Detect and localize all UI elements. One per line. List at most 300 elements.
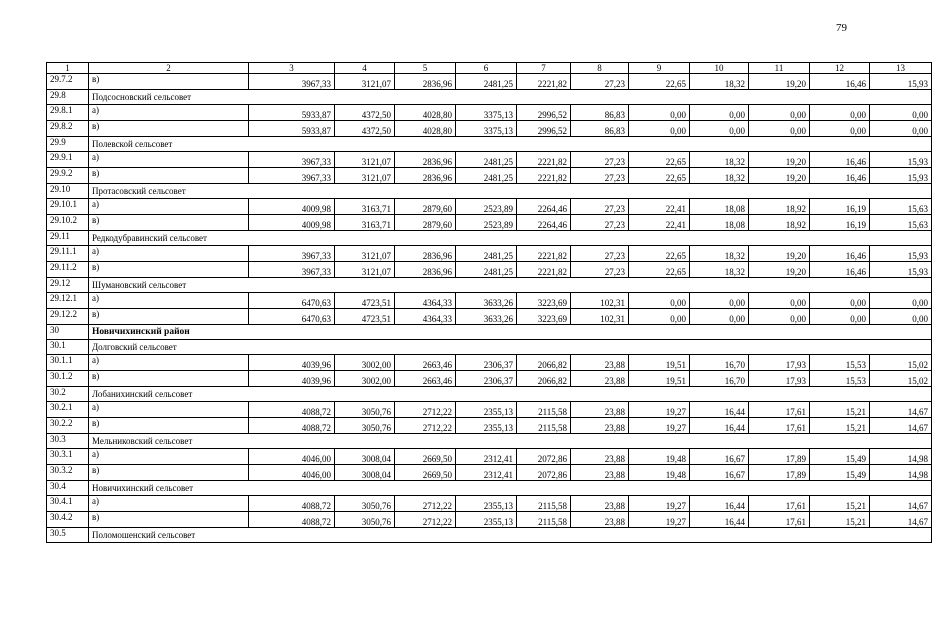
value-cell: 3223,69 (517, 309, 571, 325)
value-cell: 3121,07 (335, 168, 395, 184)
value-cell: 4723,51 (335, 309, 395, 325)
value-cell: 14,67 (870, 418, 932, 434)
value-cell: 2481,25 (456, 262, 517, 278)
value-cell: 27,23 (571, 199, 629, 215)
column-header: 7 (517, 63, 571, 74)
value-cell: 15,21 (810, 512, 870, 528)
value-cell: 2712,22 (395, 402, 456, 418)
row-code: 29.8.2 (47, 121, 89, 137)
value-cell: 19,51 (629, 355, 690, 371)
value-cell: 2481,25 (456, 246, 517, 262)
value-cell: 15,93 (870, 74, 932, 90)
value-cell: 15,53 (810, 371, 870, 387)
row-code: 29.8 (47, 90, 89, 105)
value-cell: 5933,87 (249, 121, 335, 137)
council-name: Редкодубравинский сельсовет (89, 231, 932, 246)
council-name: Протасовский сельсовет (89, 184, 932, 199)
value-cell: 0,00 (810, 309, 870, 325)
value-cell: 2115,58 (517, 512, 571, 528)
value-cell: 23,88 (571, 449, 629, 465)
value-cell: 3002,00 (335, 355, 395, 371)
value-cell: 2523,89 (456, 215, 517, 231)
value-cell: 27,23 (571, 74, 629, 90)
value-cell: 0,00 (749, 105, 810, 121)
value-cell: 2221,82 (517, 168, 571, 184)
value-cell: 4046,00 (249, 465, 335, 481)
value-cell: 17,61 (749, 418, 810, 434)
value-cell: 3967,33 (249, 246, 335, 262)
value-cell: 17,61 (749, 496, 810, 512)
value-cell: 18,32 (690, 152, 749, 168)
value-cell: 15,93 (870, 152, 932, 168)
value-cell: 0,00 (629, 293, 690, 309)
value-cell: 2355,13 (456, 402, 517, 418)
value-cell: 18,08 (690, 215, 749, 231)
table-body (47, 74, 932, 543)
row-label: а) (89, 293, 249, 309)
value-cell: 23,88 (571, 512, 629, 528)
value-cell: 16,46 (810, 74, 870, 90)
row-code: 29.9.2 (47, 168, 89, 184)
value-cell: 16,44 (690, 402, 749, 418)
value-cell: 15,63 (870, 215, 932, 231)
row-label: а) (89, 496, 249, 512)
column-header: 10 (690, 63, 749, 74)
value-cell: 0,00 (749, 309, 810, 325)
value-cell: 2996,52 (517, 121, 571, 137)
value-cell: 23,88 (571, 355, 629, 371)
row-label: а) (89, 152, 249, 168)
value-cell: 2115,58 (517, 402, 571, 418)
section-row (47, 184, 932, 199)
value-cell: 3633,26 (456, 293, 517, 309)
value-cell: 2355,13 (456, 418, 517, 434)
value-cell: 18,92 (749, 199, 810, 215)
value-cell: 23,88 (571, 465, 629, 481)
value-cell: 16,70 (690, 355, 749, 371)
value-cell: 18,32 (690, 262, 749, 278)
value-cell: 27,23 (571, 246, 629, 262)
value-cell: 2712,22 (395, 418, 456, 434)
value-cell: 15,02 (870, 355, 932, 371)
value-cell: 18,08 (690, 199, 749, 215)
value-cell: 2306,37 (456, 355, 517, 371)
row-code: 30.5 (47, 528, 89, 543)
value-cell: 17,93 (749, 371, 810, 387)
value-cell: 2221,82 (517, 262, 571, 278)
column-number-row (47, 63, 932, 74)
value-cell: 102,31 (571, 309, 629, 325)
value-cell: 0,00 (749, 121, 810, 137)
value-cell: 2879,60 (395, 215, 456, 231)
table-row (47, 105, 932, 121)
table-row (47, 152, 932, 168)
value-cell: 19,20 (749, 74, 810, 90)
value-cell: 2264,46 (517, 215, 571, 231)
value-cell: 16,19 (810, 199, 870, 215)
tariff-table (46, 62, 932, 543)
section-row (47, 231, 932, 246)
council-name: Лобанихинский сельсовет (89, 387, 932, 402)
value-cell: 0,00 (629, 105, 690, 121)
row-code: 30.4.2 (47, 512, 89, 528)
table-row (47, 512, 932, 528)
value-cell: 0,00 (870, 121, 932, 137)
value-cell: 3008,04 (335, 465, 395, 481)
council-name: Шумановский сельсовет (89, 278, 932, 293)
row-code: 30.1.2 (47, 371, 89, 387)
value-cell: 2066,82 (517, 355, 571, 371)
value-cell: 22,65 (629, 168, 690, 184)
column-header: 6 (456, 63, 517, 74)
column-header: 8 (571, 63, 629, 74)
value-cell: 2072,86 (517, 465, 571, 481)
column-header: 11 (749, 63, 810, 74)
value-cell: 0,00 (690, 105, 749, 121)
value-cell: 2663,46 (395, 371, 456, 387)
value-cell: 27,23 (571, 262, 629, 278)
section-row (47, 137, 932, 152)
value-cell: 2836,96 (395, 74, 456, 90)
council-name: Мельниковский сельсовет (89, 434, 932, 449)
value-cell: 2481,25 (456, 168, 517, 184)
value-cell: 19,27 (629, 496, 690, 512)
value-cell: 17,61 (749, 402, 810, 418)
value-cell: 4372,50 (335, 121, 395, 137)
table-row (47, 371, 932, 387)
value-cell: 27,23 (571, 168, 629, 184)
value-cell: 23,88 (571, 402, 629, 418)
value-cell: 0,00 (690, 121, 749, 137)
row-label: в) (89, 512, 249, 528)
value-cell: 15,93 (870, 168, 932, 184)
value-cell: 17,93 (749, 355, 810, 371)
value-cell: 19,20 (749, 246, 810, 262)
value-cell: 14,98 (870, 465, 932, 481)
column-header: 1 (47, 63, 89, 74)
row-label: а) (89, 355, 249, 371)
value-cell: 27,23 (571, 215, 629, 231)
column-header: 2 (89, 63, 249, 74)
row-code: 30.1 (47, 340, 89, 355)
table-row (47, 246, 932, 262)
value-cell: 15,21 (810, 418, 870, 434)
value-cell: 15,21 (810, 402, 870, 418)
value-cell: 18,32 (690, 246, 749, 262)
value-cell: 14,67 (870, 402, 932, 418)
table-row (47, 402, 932, 418)
value-cell: 14,67 (870, 496, 932, 512)
section-row (47, 278, 932, 293)
value-cell: 16,46 (810, 246, 870, 262)
value-cell: 2115,58 (517, 496, 571, 512)
row-label: в) (89, 309, 249, 325)
value-cell: 4372,50 (335, 105, 395, 121)
table-row (47, 199, 932, 215)
row-code: 29.11.2 (47, 262, 89, 278)
council-name: Подсосновский сельсовет (89, 90, 932, 105)
value-cell: 14,67 (870, 512, 932, 528)
value-cell: 14,98 (870, 449, 932, 465)
value-cell: 0,00 (810, 293, 870, 309)
row-label: в) (89, 74, 249, 90)
column-header: 12 (810, 63, 870, 74)
value-cell: 15,49 (810, 465, 870, 481)
value-cell: 3050,76 (335, 402, 395, 418)
value-cell: 15,21 (810, 496, 870, 512)
row-label: в) (89, 262, 249, 278)
value-cell: 3002,00 (335, 371, 395, 387)
value-cell: 22,65 (629, 74, 690, 90)
value-cell: 15,02 (870, 371, 932, 387)
value-cell: 0,00 (810, 105, 870, 121)
value-cell: 17,89 (749, 449, 810, 465)
value-cell: 19,20 (749, 152, 810, 168)
value-cell: 16,67 (690, 465, 749, 481)
value-cell: 22,65 (629, 262, 690, 278)
value-cell: 3967,33 (249, 152, 335, 168)
value-cell: 19,27 (629, 512, 690, 528)
value-cell: 27,23 (571, 152, 629, 168)
council-name: Новичихинский сельсовет (89, 481, 932, 496)
value-cell: 0,00 (810, 121, 870, 137)
page-number: 79 (836, 22, 847, 34)
value-cell: 22,65 (629, 246, 690, 262)
value-cell: 18,92 (749, 215, 810, 231)
value-cell: 23,88 (571, 496, 629, 512)
value-cell: 16,44 (690, 512, 749, 528)
row-label: в) (89, 465, 249, 481)
row-code: 30.3 (47, 434, 89, 449)
value-cell: 19,27 (629, 402, 690, 418)
value-cell: 2836,96 (395, 168, 456, 184)
value-cell: 86,83 (571, 105, 629, 121)
value-cell: 3163,71 (335, 199, 395, 215)
value-cell: 4364,33 (395, 309, 456, 325)
value-cell: 3050,76 (335, 512, 395, 528)
row-code: 29.9 (47, 137, 89, 152)
table-row (47, 418, 932, 434)
value-cell: 0,00 (690, 309, 749, 325)
row-code: 30.2.2 (47, 418, 89, 434)
value-cell: 2221,82 (517, 74, 571, 90)
value-cell: 2066,82 (517, 371, 571, 387)
value-cell: 0,00 (690, 293, 749, 309)
row-code: 29.7.2 (47, 74, 89, 90)
value-cell: 2221,82 (517, 246, 571, 262)
value-cell: 22,65 (629, 152, 690, 168)
row-label: а) (89, 402, 249, 418)
value-cell: 4039,96 (249, 355, 335, 371)
value-cell: 102,31 (571, 293, 629, 309)
column-header: 5 (395, 63, 456, 74)
value-cell: 0,00 (629, 121, 690, 137)
value-cell: 19,48 (629, 465, 690, 481)
value-cell: 2264,46 (517, 199, 571, 215)
section-row (47, 387, 932, 402)
value-cell: 3967,33 (249, 168, 335, 184)
value-cell: 2712,22 (395, 512, 456, 528)
value-cell: 4723,51 (335, 293, 395, 309)
value-cell: 4028,80 (395, 105, 456, 121)
value-cell: 3050,76 (335, 418, 395, 434)
value-cell: 19,27 (629, 418, 690, 434)
value-cell: 2355,13 (456, 496, 517, 512)
value-cell: 0,00 (870, 105, 932, 121)
row-label: в) (89, 168, 249, 184)
section-row (47, 434, 932, 449)
row-code: 30.3.2 (47, 465, 89, 481)
section-row (47, 90, 932, 105)
row-code: 30 (47, 325, 89, 340)
value-cell: 4009,98 (249, 215, 335, 231)
value-cell: 15,63 (870, 199, 932, 215)
value-cell: 2306,37 (456, 371, 517, 387)
value-cell: 19,48 (629, 449, 690, 465)
row-code: 30.2 (47, 387, 89, 402)
section-row (47, 481, 932, 496)
value-cell: 4088,72 (249, 496, 335, 512)
row-code: 29.11 (47, 231, 89, 246)
row-code: 29.12.1 (47, 293, 89, 309)
value-cell: 15,53 (810, 355, 870, 371)
row-code: 30.3.1 (47, 449, 89, 465)
value-cell: 2355,13 (456, 512, 517, 528)
value-cell: 3121,07 (335, 262, 395, 278)
value-cell: 2312,41 (456, 465, 517, 481)
council-name: Долговский сельсовет (89, 340, 932, 355)
value-cell: 4088,72 (249, 402, 335, 418)
row-code: 29.10 (47, 184, 89, 199)
value-cell: 19,51 (629, 371, 690, 387)
council-name: Полевской сельсовет (89, 137, 932, 152)
value-cell: 3050,76 (335, 496, 395, 512)
value-cell: 3633,26 (456, 309, 517, 325)
row-label: а) (89, 246, 249, 262)
row-code: 29.12.2 (47, 309, 89, 325)
value-cell: 2669,50 (395, 465, 456, 481)
table-row (47, 215, 932, 231)
row-label: в) (89, 121, 249, 137)
value-cell: 16,67 (690, 449, 749, 465)
value-cell: 3967,33 (249, 74, 335, 90)
value-cell: 3967,33 (249, 262, 335, 278)
value-cell: 2523,89 (456, 199, 517, 215)
value-cell: 2996,52 (517, 105, 571, 121)
row-code: 29.11.1 (47, 246, 89, 262)
table-row (47, 309, 932, 325)
value-cell: 3121,07 (335, 152, 395, 168)
value-cell: 15,93 (870, 262, 932, 278)
value-cell: 4364,33 (395, 293, 456, 309)
value-cell: 16,46 (810, 152, 870, 168)
value-cell: 2481,25 (456, 152, 517, 168)
value-cell: 16,44 (690, 496, 749, 512)
row-label: а) (89, 199, 249, 215)
value-cell: 2221,82 (517, 152, 571, 168)
value-cell: 6470,63 (249, 293, 335, 309)
value-cell: 18,32 (690, 74, 749, 90)
value-cell: 2312,41 (456, 449, 517, 465)
value-cell: 15,93 (870, 246, 932, 262)
column-header: 9 (629, 63, 690, 74)
value-cell: 3375,13 (456, 105, 517, 121)
value-cell: 0,00 (870, 309, 932, 325)
value-cell: 4088,72 (249, 418, 335, 434)
table-row (47, 262, 932, 278)
value-cell: 22,41 (629, 215, 690, 231)
value-cell: 4046,00 (249, 449, 335, 465)
value-cell: 2836,96 (395, 262, 456, 278)
value-cell: 6470,63 (249, 309, 335, 325)
value-cell: 5933,87 (249, 105, 335, 121)
value-cell: 86,83 (571, 121, 629, 137)
column-header: 13 (870, 63, 932, 74)
row-label: а) (89, 449, 249, 465)
value-cell: 23,88 (571, 371, 629, 387)
value-cell: 3008,04 (335, 449, 395, 465)
value-cell: 2072,86 (517, 449, 571, 465)
value-cell: 2669,50 (395, 449, 456, 465)
value-cell: 0,00 (870, 293, 932, 309)
value-cell: 16,19 (810, 215, 870, 231)
value-cell: 17,61 (749, 512, 810, 528)
section-row (47, 528, 932, 543)
value-cell: 3163,71 (335, 215, 395, 231)
row-code: 29.12 (47, 278, 89, 293)
value-cell: 16,44 (690, 418, 749, 434)
value-cell: 2663,46 (395, 355, 456, 371)
value-cell: 2712,22 (395, 496, 456, 512)
table-row (47, 355, 932, 371)
council-name: Поломошенский сельсовет (89, 528, 932, 543)
value-cell: 3121,07 (335, 246, 395, 262)
value-cell: 15,49 (810, 449, 870, 465)
row-code: 30.4 (47, 481, 89, 496)
row-label: в) (89, 215, 249, 231)
row-label: в) (89, 418, 249, 434)
table-row (47, 449, 932, 465)
value-cell: 16,70 (690, 371, 749, 387)
value-cell: 3375,13 (456, 121, 517, 137)
section-row (47, 325, 932, 340)
value-cell: 4039,96 (249, 371, 335, 387)
table-row (47, 121, 932, 137)
table-row (47, 465, 932, 481)
column-header: 4 (335, 63, 395, 74)
value-cell: 22,41 (629, 199, 690, 215)
row-code: 30.2.1 (47, 402, 89, 418)
row-code: 29.9.1 (47, 152, 89, 168)
value-cell: 4009,98 (249, 199, 335, 215)
value-cell: 19,20 (749, 168, 810, 184)
table-row (47, 168, 932, 184)
column-header: 3 (249, 63, 335, 74)
value-cell: 18,32 (690, 168, 749, 184)
value-cell: 2115,58 (517, 418, 571, 434)
row-code: 29.10.2 (47, 215, 89, 231)
value-cell: 3121,07 (335, 74, 395, 90)
value-cell: 4088,72 (249, 512, 335, 528)
table-row (47, 74, 932, 90)
row-code: 29.10.1 (47, 199, 89, 215)
value-cell: 0,00 (629, 309, 690, 325)
value-cell: 16,46 (810, 262, 870, 278)
row-label: в) (89, 371, 249, 387)
value-cell: 0,00 (749, 293, 810, 309)
value-cell: 19,20 (749, 262, 810, 278)
value-cell: 3223,69 (517, 293, 571, 309)
